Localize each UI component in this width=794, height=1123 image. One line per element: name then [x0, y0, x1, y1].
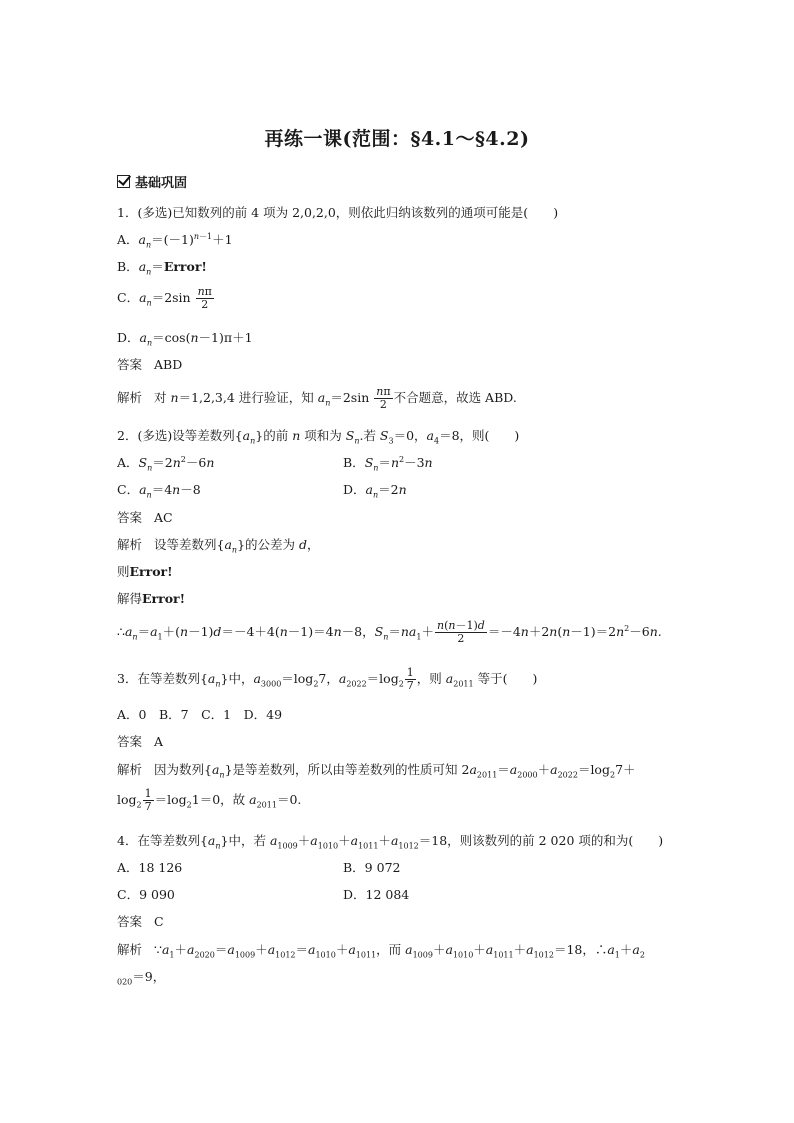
- q1-option-c: C．$a_n=2\sin$ $\frac{n\pi}{2}$: [117, 285, 212, 311]
- q1-answer: 答案 ABD: [117, 357, 183, 372]
- q4-analysis: 解析 $\because a_1+a_{2020}=a_{1009}+a_{1012}=a_{1010}+a_{1011}$，而 $a_{1009}+a_{1010}+a_{1011}+a_{1012}=18$，$\therefore a_1+a_2$: [117, 942, 645, 960]
- section-heading: [117, 172, 187, 191]
- q2-analysis: 解析 设等差数列$\{a_n\}$的公差为 d，: [117, 537, 320, 555]
- q2-option-a: A．$S_n=2n^2-6n$: [117, 454, 215, 473]
- q1-option-d: D．$a_n=\cos(n-1)\pi+1$: [117, 330, 253, 348]
- q1-option-a: A．$a_n=(-1)^{n-1}+1$: [117, 231, 233, 250]
- q1-option-b: B．$a_n=Error$!: [117, 259, 207, 277]
- q3-options: A．0 B．7 C．1 D．49: [117, 707, 283, 722]
- q1-stem: 1．(多选)已知数列的前 4 项为 2,0,2,0，则依此归纳该数列的通项可能是( ): [117, 205, 559, 220]
- q4-stem: 4．在等差数列$\{a_n\}$中，若 $a_{1009}+a_{1010}+a_{1011}+a_{1012}=18$，则该数列的前 2 020 项的和为( ): [117, 833, 664, 851]
- q2-option-b: B．$S_n=n^2-3n$: [343, 454, 433, 473]
- q4-option-b: B．9 072: [343, 860, 401, 875]
- q2-option-d: D．$a_n=2n$: [343, 482, 407, 500]
- fraction: $\frac{n\pi}{2}$: [197, 285, 212, 311]
- section-label: 基础巩固: [135, 176, 188, 191]
- q2-solve: 解得Error!: [117, 591, 186, 606]
- checkbox-icon: [117, 175, 130, 188]
- q2-option-c: C．$a_n=4n-8$: [117, 482, 201, 500]
- q4-analysis-cont: $_{020}$＝9，: [117, 969, 166, 987]
- q4-option-d: D．12 084: [343, 887, 410, 902]
- fraction: $\frac{n(n-1)d}{2}$: [436, 619, 485, 645]
- q3-analysis-cont: $\log_2$ $\frac{1}{7}$ $=\log_21=0$，故 $a_{2011}=0$.: [117, 787, 302, 813]
- q3-answer: 答案 A: [117, 734, 164, 749]
- q2-answer: 答案 AC: [117, 510, 173, 525]
- fraction: $\frac{1}{7}$: [144, 787, 152, 813]
- q2-stem: 2．(多选)设等差数列$\{a_n\}$的前 n 项和为 $S_n$.若 $S_3=0$，$a_4=8$，则( ): [117, 428, 520, 446]
- q4-option-a: A．18 126: [117, 860, 183, 875]
- q1-analysis: 解析 对 n＝1,2,3,4 进行验证，知 $a_n=2\sin$ $\frac{n\pi}{2}$ 不合题意，故选 ABD.: [117, 385, 517, 411]
- q4-answer: 答案 C: [117, 914, 164, 929]
- fraction: $\frac{n\pi}{2}$: [376, 385, 391, 411]
- q3-analysis: 解析 因为数列$\{a_n\}$是等差数列，所以由等差数列的性质可知 $2a_{2011}=a_{2000}+a_{2022}=\log_27+$: [117, 762, 636, 780]
- q3-stem: 3．在等差数列$\{a_n\}$中，$a_{3000}=\log_27$，$a_{2022}=\log_2$ $\frac{1}{7}$ ，则 $a_{2011}$ 等于( ): [117, 666, 538, 692]
- q2-then: 则Error!: [117, 564, 173, 579]
- q4-option-c: C．9 090: [117, 887, 175, 902]
- fraction: $\frac{1}{7}$: [406, 666, 414, 692]
- page-title: 再练一课(范围：§4.1～§4.2): [264, 128, 530, 150]
- q2-result: $\therefore a_n=a_1+(n-1)d=-4+4(n-1)=4n-8$，$S_n=na_1+$ $\frac{n(n-1)d}{2}$ $=-4n+2n(n-1)=2n^2-6n$.: [117, 619, 662, 645]
